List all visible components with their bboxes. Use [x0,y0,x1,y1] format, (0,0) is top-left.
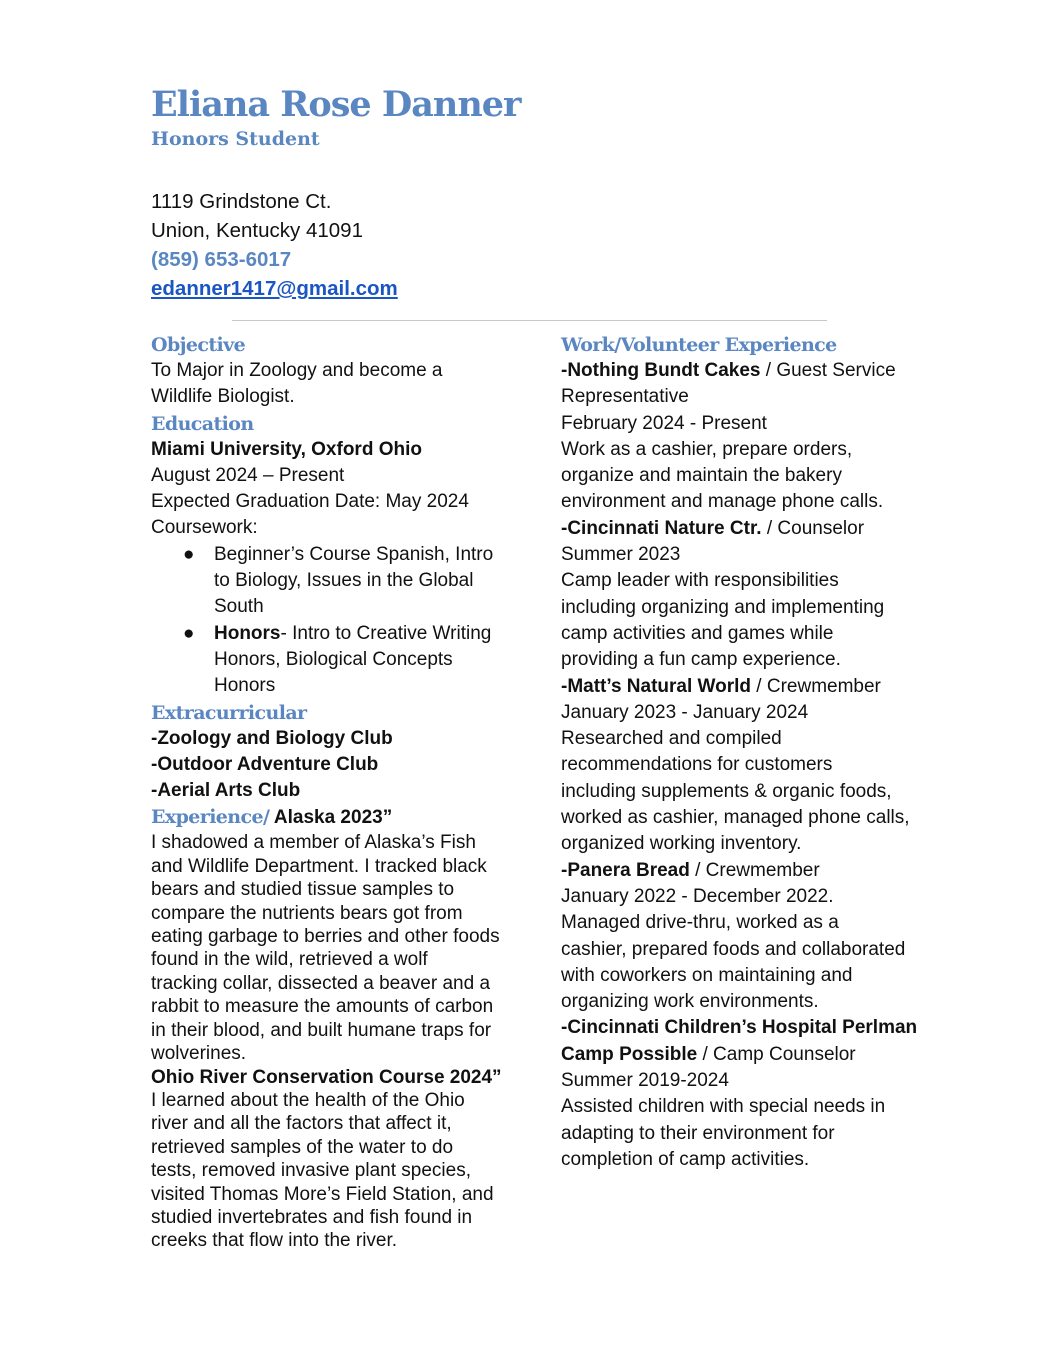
job-description-line: including supplements & organic foods, [561,780,892,802]
job-role-continued: Representative [561,386,689,408]
job-employer: -Matt’s Natural World [561,675,752,697]
job-employer: -Cincinnati Nature Ctr. [561,517,762,539]
job-dates: January 2023 - January 2024 [561,701,809,723]
job-role: / Camp Counselor [697,1043,856,1065]
bullet-icon: ● [183,543,195,565]
alaska-line: tracking collar, dissected a beaver and a [151,972,491,994]
honors-label: Honors [214,622,281,644]
alaska-title: Alaska 2023” [269,807,393,829]
job-dates: January 2022 - December 2022. [561,885,834,907]
ohio-line: I learned about the health of the Ohio [151,1089,465,1111]
job-description-line: environment and manage phone calls. [561,491,884,513]
alaska-line: compare the nutrients bears got from [151,902,463,924]
job-description-line: organizing work environments. [561,991,819,1013]
coursework-text: - Intro to Creative Writing [280,622,492,644]
coursework-line: Honors, Biological Concepts [214,648,453,670]
job-dates: February 2024 - Present [561,412,767,434]
experience-heading-label: Experience/ [151,806,270,829]
job-description-line: adapting to their environment for [561,1122,835,1144]
job-description-line: including organizing and implementing [561,596,885,618]
contact-block [151,187,398,303]
education-graduation: Expected Graduation Date: May 2024 [151,491,469,513]
job-description-line: camp activities and games while [561,622,834,644]
bullet-icon: ● [183,622,195,644]
job-description-line: Camp leader with responsibilities [561,570,839,592]
job-dates: Summer 2019-2024 [561,1070,729,1092]
job-role: / Crewmember [751,675,881,697]
resume-subtitle: Honors Student [151,128,320,150]
job-dates: Summer 2023 [561,544,681,566]
email-link[interactable]: edanner1417@gmail.com [151,277,398,300]
ohio-line: retrieved samples of the water to do [151,1136,454,1158]
alaska-line: in their blood, and built humane traps for [151,1019,492,1041]
job-entry [561,516,921,674]
education-heading: Education [151,412,254,435]
job-entry [561,858,921,1016]
job-description-line: worked as cashier, managed phone calls, [561,807,910,829]
coursework-line: to Biology, Issues in the Global [214,570,474,592]
extracurricular-heading: Extracurricular [151,701,307,724]
alaska-line: eating garbage to berries and other foods [151,926,500,948]
job-role: / Guest Service [760,360,896,381]
experience-heading [151,804,511,831]
ohio-line: creeks that flow into the river. [151,1230,398,1252]
job-description-line: Managed drive-thru, worked as a [561,912,839,934]
address-line-1: 1119 Grindstone Ct. [151,190,332,213]
education-dates: August 2024 – Present [151,464,345,486]
job-description-line: with coworkers on maintaining and [561,964,853,986]
job-description-line: providing a fun camp experience. [561,649,841,671]
job-description-line: Work as a cashier, prepare orders, [561,438,853,460]
job-description-line: cashier, prepared foods and collaborated [561,938,906,960]
job-entry [561,674,921,858]
coursework-line: South [214,596,264,618]
coursework-line: Honors [214,675,276,697]
coursework-item [151,621,511,700]
job-description-line: organized working inventory. [561,833,802,855]
address-line-2: Union, Kentucky 41091 [151,219,363,242]
job-employer: -Nothing Bundt Cakes [561,360,761,381]
education-school: Miami University, Oxford Ohio [151,438,422,460]
coursework-list [151,542,511,700]
extracurricular-item: -Zoology and Biology Club [151,727,393,749]
objective-line: Wildlife Biologist. [151,386,295,408]
resume-name: Eliana Rose Danner [151,84,521,125]
phone-number: (859) 653-6017 [151,248,292,271]
extracurricular-item: -Aerial Arts Club [151,780,301,802]
job-title-line [561,858,921,884]
extracurricular-item: -Outdoor Adventure Club [151,753,379,775]
coursework-label: Coursework: [151,517,258,539]
alaska-line: rabbit to measure the amounts of carbon [151,996,494,1018]
alaska-line: I shadowed a member of Alaska’s Fish [151,832,476,854]
left-column [151,332,511,1253]
job-employer: -Panera Bread [561,859,690,881]
job-description-line: Researched and compiled [561,728,782,750]
job-title-line [561,1042,921,1068]
alaska-line: bears and studied tissue samples to [151,879,455,901]
job-title-line [561,674,921,700]
job-entry [561,1015,921,1173]
job-role: / Crewmember [689,859,820,881]
job-role: / Counselor [761,517,865,539]
job-employer-continued: Camp Possible [561,1043,698,1065]
alaska-description [151,831,511,1252]
objective-line: To Major in Zoology and become a [151,360,443,381]
alaska-line: and Wildlife Department. I tracked black [151,855,487,877]
coursework-line [214,621,511,647]
job-employer: -Cincinnati Children’s Hospital Perlman [561,1017,918,1039]
objective-heading: Objective [151,334,246,356]
alaska-line: wolverines. [151,1043,247,1065]
alaska-line: found in the wild, retrieved a wolf [151,949,428,971]
ohio-title: Ohio River Conservation Course 2024” [151,1066,502,1088]
job-title-line [561,516,921,542]
coursework-line: Beginner’s Course Spanish, Intro [214,543,494,565]
job-title-line [561,358,921,384]
ohio-line: tests, removed invasive plant species, [151,1160,471,1182]
work-heading: Work/Volunteer Experience [561,334,837,356]
job-description-line: completion of camp activities. [561,1148,810,1170]
right-column [561,332,921,1173]
job-description-line: organize and maintain the bakery [561,465,842,487]
header-divider [232,320,827,321]
ohio-line: visited Thomas More’s Field Station, and [151,1183,494,1205]
ohio-line: studied invertebrates and fish found in [151,1206,473,1228]
job-description-line: Assisted children with special needs in [561,1096,886,1118]
ohio-line: river and all the factors that affect it, [151,1113,452,1135]
job-entry [561,358,921,516]
job-description-line: recommendations for customers [561,754,833,776]
coursework-item [151,542,511,621]
